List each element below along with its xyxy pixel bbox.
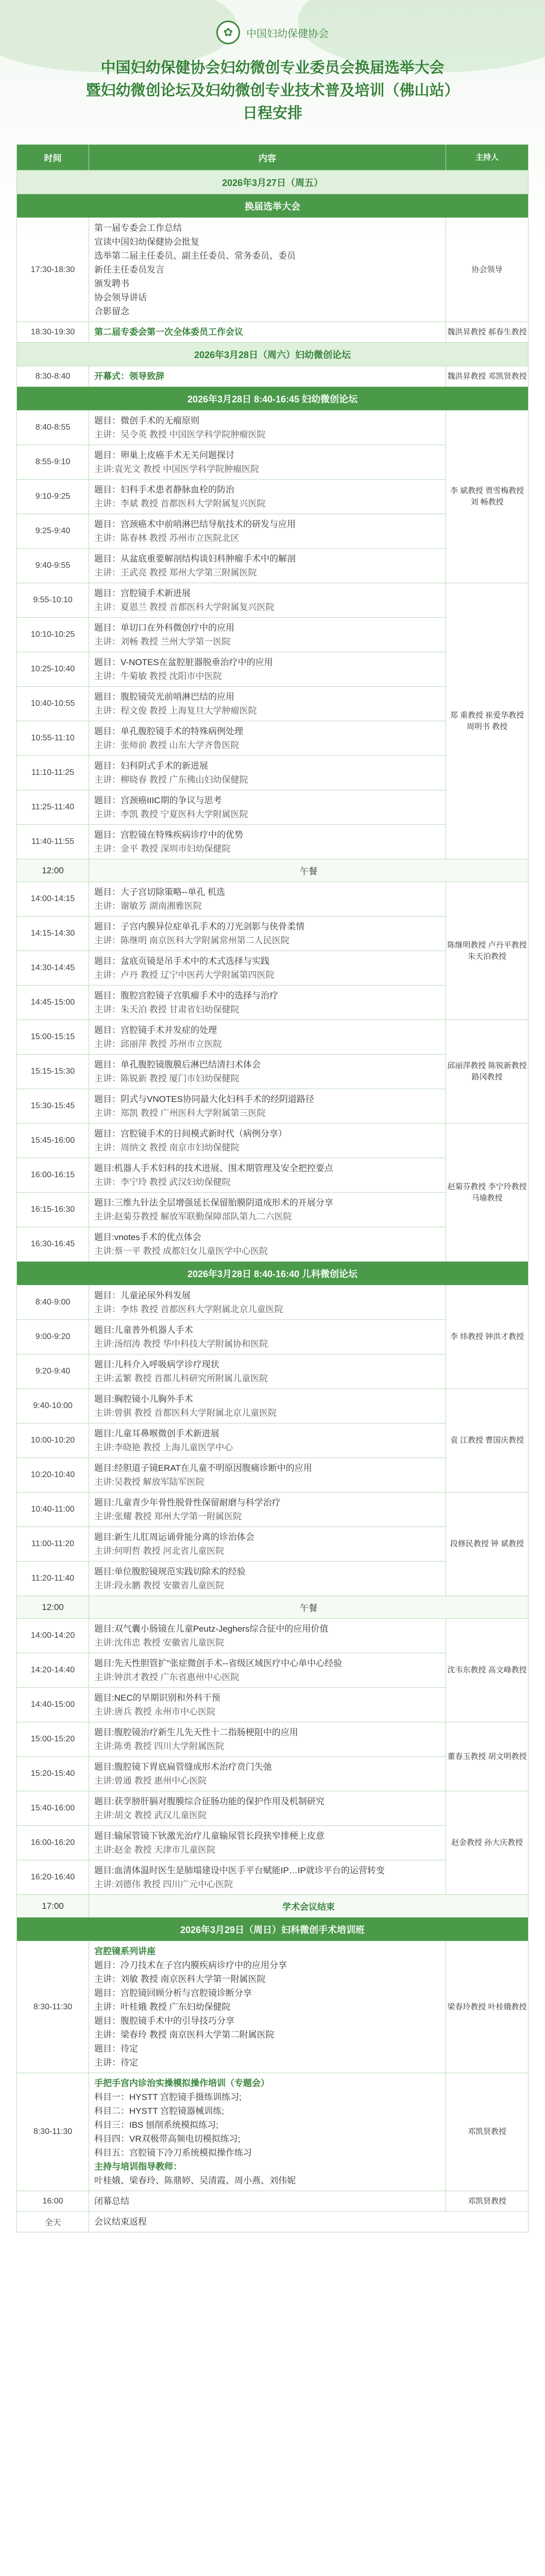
gyn-am-time: 8:40-8:55 [17,411,89,445]
gyn-pm-speaker: 主讲：周纳文 教授 南京市妇幼保健院 [94,1143,240,1153]
day1-line: 协会领导讲话 [94,293,147,302]
peds-am-topic: 题目:新生儿肛周运诵骨能分离的诊治体会 [94,1532,254,1542]
day1-time: 17:30-18:30 [17,218,89,322]
day1-content [89,322,446,343]
gyn-pm-row [17,1124,529,1158]
allday-label: 会议结束返程 [89,2212,529,2232]
peds-am-content [89,1562,446,1596]
column-header-time: 时间 [17,145,89,171]
training-line: 主讲：刘敏 教授 南京医科大学第一附属医院 [94,1974,266,1984]
peds-am-host: 李 炜教授 钟洪才教授 [446,1285,529,1389]
gyn-pm-speaker: 主讲：谢敏芳 湖南湘雅医院 [94,901,202,911]
gyn-am-topic: 题目：从盆底重要解剖结构谈妇科肿瘤手术中的解剖 [94,554,296,564]
end-label: 学术会议结束 [89,1895,529,1918]
day1-line: 宣读中国妇幼保健协会批复 [94,237,199,247]
title-line-2: 暨妇幼微创论坛及妇幼微创专业技术普及培训（佛山站） [86,82,459,99]
day2-band-label: 2026年3月28日 8:40-16:45 妇幼微创论坛 [17,387,529,411]
header [0,0,545,139]
peds-pm-topic: 题目:输尿管镜下钬激光治疗儿童输尿管长段狭窄排梗上皮意 [94,1831,325,1841]
gyn-am-speaker: 主讲：金平 教授 深圳市妇幼保健院 [94,844,231,854]
peds-pm-content [89,1826,446,1860]
peds-am-speaker: 主讲：李炜 教授 首都医科大学附属北京儿童医院 [94,1304,283,1314]
gyn-am-content [89,549,446,583]
peds-am-topic: 题目:儿童普外机器人手术 [94,1325,193,1335]
gyn-am-time: 11:25-11:40 [17,790,89,825]
peds-am-speaker: 主讲:张耀 教授 郑州大学第一附属医院 [94,1512,242,1521]
gyn-pm-speaker: 主讲：郑凯 教授 广州医科大学附属第三医院 [94,1108,266,1118]
peds-am-time: 10:40-11:00 [17,1493,89,1527]
gyn-pm-time: 16:15-16:30 [17,1193,89,1227]
gyn-pm-content [89,882,446,917]
peds-am-topic: 题目:胸腔镜小儿胸外手术 [94,1394,193,1404]
gyn-pm-topic: 题目：单孔腹腔镜腹膜后淋巴结清扫术体会 [94,1060,261,1070]
gyn-pm-time: 16:00-16:15 [17,1158,89,1193]
training-line: 科目四：VR双极带高频电切模拟练习; [94,2134,241,2144]
day1-host: 魏洪昇教授 郝春生教授 [446,322,529,343]
peds-am-time: 10:00-10:20 [17,1423,89,1458]
day2-date [17,343,529,366]
lunch-time: 12:00 [17,1596,89,1619]
peds-am-topic: 题目:经胆道子镜ERAT在儿童不明原因腹痛诊断中的应用 [94,1463,312,1473]
association-logo-icon: ✿ [216,21,240,44]
peds-am-speaker: 主讲:李晓艳 教授 上海儿童医学中心 [94,1443,233,1452]
gyn-am-time: 8:55-9:10 [17,445,89,480]
closing-host: 邓凯贤教授 [446,2191,529,2212]
day1-band [17,194,529,218]
day1-date-label: 2026年3月27日（周五） [17,171,529,194]
training-host: 邓凯贤教授 [446,2073,529,2191]
day1-date [17,171,529,194]
peds-pm-topic: 题目:腹腔镜下胃底扁管缝成形术治疗贲门失弛 [94,1762,272,1772]
peds-pm-time: 15:20-15:40 [17,1757,89,1791]
training-content [89,1941,446,2073]
training-line: 题目：待定 [94,2044,138,2054]
gyn-am-topic: 题目：腹腔镜荧光前哨淋巴结的应用 [94,692,234,702]
peds-am-time: 11:00-11:20 [17,1527,89,1562]
gyn-am-time: 11:40-11:55 [17,825,89,859]
gyn-am-speaker: 主讲：陈春林 教授 苏州市立医院北区 [94,533,240,543]
day1-time: 18:30-19:30 [17,322,89,343]
gyn-am-topic: 题目：宫颈癌术中前哨淋巴结导航技术的研发与应用 [94,519,296,529]
peds-pm-speaker: 主讲:沈伟忠 教授 安徽省儿童医院 [94,1638,225,1648]
lunch-label: 午餐 [89,1596,529,1619]
gyn-pm-host: 赵菊芬教授 李宁玲教授 马瑜教授 [446,1124,529,1262]
peds-am-row [17,1493,529,1527]
peds-pm-content [89,1688,446,1722]
closing-label: 闭幕总结 [94,2196,129,2206]
gyn-pm-topic: 题目：宫腔镜手术并发症的处理 [94,1025,217,1035]
day1-row [17,322,529,343]
gyn-am-time: 9:10-9:25 [17,480,89,514]
peds-am-time: 9:20-9:40 [17,1354,89,1389]
gyn-am-content [89,756,446,790]
peds-pm-speaker: 主讲:钟洪才教授 广东省惠州中心医院 [94,1672,240,1682]
gyn-pm-row [17,882,529,917]
gyn-am-topic: 题目：微创手术的无瘤原则 [94,416,199,426]
day3-band-label: 2026年3月29日（周日）妇科微创手术培训班 [17,1918,529,1941]
training-time: 8:30-11:30 [17,2073,89,2191]
gyn-pm-time: 14:30-14:45 [17,951,89,986]
column-header-content: 内容 [89,145,446,171]
opening-row [17,366,529,387]
peds-am-topic: 题目:单位腹腔镜规范实践切除术的经验 [94,1567,246,1577]
gyn-pm-content [89,1089,446,1124]
peds-am-content [89,1389,446,1423]
gyn-am-time: 10:55-11:10 [17,721,89,756]
gyn-pm-time: 16:30-16:45 [17,1227,89,1262]
peds-am-content [89,1423,446,1458]
gyn-am-content [89,618,446,652]
schedule-table [16,144,529,2232]
closing-row [17,2191,529,2212]
lunch-row [17,1596,529,1619]
training-line: 宫腔镜系列讲座 [94,1946,156,1956]
gyn-am-topic: 题目：卵巢上皮癌手术无关问题探讨 [94,450,234,460]
gyn-pm-speaker: 主讲：朱天泊 教授 甘肃省妇幼保健院 [94,1005,240,1014]
gyn-am-content [89,687,446,721]
gyn-pm-speaker: 主讲:赵菊芬教授 解放军联勤保障部队第九二六医院 [94,1212,292,1222]
day1-host: 协会领导 [446,218,529,322]
peds-am-host: 袁 江教授 曹国庆教授 [446,1389,529,1493]
closing-time: 16:00 [17,2191,89,2212]
day1-row [17,218,529,322]
gyn-pm-topic: 题目：阴式与VNOTES协同最大化妇科手术的经阴道路径 [94,1094,314,1104]
peds-pm-row [17,1619,529,1653]
peds-pm-time: 15:40-16:00 [17,1791,89,1826]
gyn-am-content [89,790,446,825]
training-line: 题目：冷刀技术在子宫内膜疾病诊疗中的应用分享 [94,1960,287,1970]
opening-time: 8:30-8:40 [17,366,89,387]
day1-line: 合影留念 [94,307,129,316]
gyn-pm-time: 15:30-15:45 [17,1089,89,1124]
day2-band [17,387,529,411]
peds-am-time: 9:00-9:20 [17,1320,89,1354]
peds-am-row [17,1285,529,1320]
gyn-am-time: 9:25-9:40 [17,514,89,549]
gyn-am-speaker: 主讲：牛菊敏 教授 沈阳市中医院 [94,671,222,681]
training-line: 科目五：宫腔镜下冷刀系统模拟操作练习 [94,2148,252,2158]
gyn-pm-content [89,1158,446,1193]
peds-pm-row [17,1791,529,1826]
lunch-label: 午餐 [89,859,529,882]
training-content [89,2073,446,2191]
peds-am-topic: 题目:儿童耳鼻喉微创手术新进展 [94,1429,219,1438]
peds-am-speaker: 主讲:何明哲 教授 河北省儿童医院 [94,1546,225,1556]
day1-content [89,218,446,322]
peds-pm-speaker: 主讲:陈勇 教授 四川大学附属医院 [94,1741,225,1751]
gyn-pm-topic: 题目：宫腔镜手术的日间模式新时代（病例分享） [94,1129,287,1139]
logo-text: 中国妇幼保健协会 [246,28,329,40]
peds-am-content [89,1285,446,1320]
gyn-pm-host: 邱丽萍教授 陈锐新教授 路冈教授 [446,1020,529,1124]
peds-pm-speaker: 主讲:唐兵 教授 永州市中心医院 [94,1707,216,1717]
gyn-am-speaker: 主讲：张师前 教授 山东大学齐鲁医院 [94,740,240,750]
peds-pm-speaker: 主讲:胡文 教授 武汉儿童医院 [94,1810,207,1820]
training-line: 手把手宫内诊治实操模拟操作培训（专题会） [94,2078,269,2088]
peds-pm-host: 赵金教授 孙大庆教授 [446,1791,529,1895]
opening-content [89,366,446,387]
gyn-am-speaker: 主讲:袁光文 教授 中国医学科学院肿瘤医院 [94,464,260,474]
gyn-pm-topic: 题目：腹腔宫腔镜子宫肌瘤手术中的选择与治疗 [94,991,278,1001]
gyn-am-topic: 题目：宫颈癌IIIC期的争议与思考 [94,795,222,805]
lunch-row [17,859,529,882]
gyn-am-topic: 题目：妇科手术患者静脉血栓的防治 [94,485,234,495]
peds-am-time: 11:20-11:40 [17,1562,89,1596]
gyn-pm-content [89,1020,446,1055]
gyn-pm-topic: 题目：大子宫切除策略--单孔 机选 [94,887,226,897]
training-line: 科目一：HYSTT 宫腔镜手摄练训练习; [94,2092,242,2102]
gyn-pm-speaker: 主讲:蔡一平 教授 成都妇女儿童医学中心医院 [94,1246,268,1256]
peds-pm-topic: 题目:腹腔镜治疗新生儿先天性十二指肠梗阻中的应用 [94,1727,298,1737]
training-line: 题目：腹腔镜手术中的引导技巧分享 [94,2016,234,2026]
gyn-pm-row [17,1020,529,1055]
gyn-pm-speaker: 主讲：邱丽萍 教授 苏州市立医院 [94,1039,222,1049]
peds-pm-time: 16:00-16:20 [17,1826,89,1860]
gyn-pm-topic: 题目：盆底页镜是吊手术中的术式选择与实践 [94,956,269,966]
gyn-pm-topic: 题目:机器人手术妇科的技术进展、围术期管理及安全把控要点 [94,1163,333,1173]
gyn-am-topic: 题目：宫腔镜手术新进展 [94,588,191,598]
training-line: 叶桂娥、梁春玲、陈鼎婷、吴清霞、周小燕、刘伟妮 [94,2176,296,2185]
opening-text: 开幕式：领导致辞 [94,371,164,381]
day2-date-label: 2026年3月28日（周六）妇幼微创论坛 [17,343,529,366]
peds-pm-speaker: 主讲:刘德伟 教授 四川广元中心医院 [94,1879,233,1889]
gyn-am-time: 11:10-11:25 [17,756,89,790]
training-time: 8:30-11:30 [17,1941,89,2073]
gyn-pm-time: 14:15-14:30 [17,917,89,951]
gyn-am-time: 10:40-10:55 [17,687,89,721]
training-line: 主讲：梁春玲 教授 南京医科大学第二附属医院 [94,2030,275,2040]
peds-am-content [89,1527,446,1562]
gyn-pm-content [89,986,446,1020]
gyn-am-content [89,445,446,480]
day1-line: 颁发聘书 [94,279,129,289]
gyn-am-topic: 题目：妇科阴式手术的新进展 [94,761,208,771]
gyn-am-speaker: 主讲：王武亮 教授 郑州大学第三附属医院 [94,568,257,578]
training-line: 科目二：HYSTT 宫腔镜器械训练; [94,2106,224,2116]
gyn-pm-time: 14:45-15:00 [17,986,89,1020]
peds-am-speaker: 主讲:汤绍涛 教授 华中科技大学附属协和医院 [94,1339,268,1349]
peds-pm-host: 沈韦东教授 高文峰教授 [446,1619,529,1722]
gyn-pm-speaker: 主讲：李宁玲 教授 武汉妇幼保健院 [94,1177,231,1187]
gyn-am-speaker: 主讲：程文俊 教授 上海复旦大学肿瘤医院 [94,706,257,716]
allday-row [17,2212,529,2232]
peds-pm-topic: 题目:先天性胆管扩"张症微创手术--省级区域医疗中心单中心经验 [94,1658,343,1668]
opening-host: 魏洪昇教授 邓凯贤教授 [446,366,529,387]
gyn-pm-content [89,1227,446,1262]
peds-am-content [89,1458,446,1493]
gyn-pm-content [89,1124,446,1158]
gyn-pm-speaker: 主讲：陈锐新 教授 厦门市妇幼保健院 [94,1074,240,1083]
peds-pm-speaker: 主讲:赵金 教授 天津市儿童医院 [94,1845,216,1855]
gyn-am-host: 郑 重教授 崔爱华教授 周明书 教授 [446,583,529,859]
peds-pm-time: 15:00-15:20 [17,1722,89,1757]
gyn-am-content [89,411,446,445]
schedule-table-wrap [16,144,529,2232]
gyn-am-content [89,583,446,618]
day3-band [17,1918,529,1941]
peds-pm-speaker: 主讲:曾通 教授 惠州中心医院 [94,1776,207,1786]
gyn-am-speaker: 主讲：柳晓春 教授 广东佛山妇幼保健院 [94,775,248,785]
peds-pm-content [89,1791,446,1826]
day1-band-label: 换届选举大会 [17,194,529,218]
gyn-am-content [89,825,446,859]
gyn-pm-topic: 题目:三维九针法全层增强延长保留胎膜阴道成形术的开展分享 [94,1198,333,1208]
gyn-am-content [89,652,446,687]
column-header-host: 主持人 [446,145,529,171]
peds-pm-time: 16:20-16:40 [17,1860,89,1895]
gyn-pm-time: 15:45-16:00 [17,1124,89,1158]
gyn-am-time: 9:55-10:10 [17,583,89,618]
end-time: 17:00 [17,1895,89,1918]
gyn-pm-speaker: 主讲：陈继明 南京医科大学附属常州第二人民医院 [94,936,289,945]
gyn-pm-content [89,1055,446,1089]
training-line: 主讲：待定 [94,2058,138,2067]
training-row [17,1941,529,2073]
peds-am-topic: 题目:儿童青少年骨性脱骨性保留耐磨与科学治疗 [94,1498,281,1507]
gyn-pm-time: 15:00-15:15 [17,1020,89,1055]
gyn-am-time: 10:25-10:40 [17,652,89,687]
gyn-am-time: 9:40-9:55 [17,549,89,583]
peds-am-time: 8:40-9:00 [17,1285,89,1320]
peds-am-topic: 题目:儿科介入呼吸病学诊疗现状 [94,1360,219,1369]
peds-am-topic: 题目：儿童泌尿外科发展 [94,1291,191,1300]
end-row [17,1895,529,1918]
peds-am-host: 段修民教授 钟 斌教授 [446,1493,529,1596]
gyn-pm-host: 陈继明教授 卢丹平教授 朱天泊教授 [446,882,529,1020]
allday-time: 全天 [17,2212,89,2232]
table-header-row [17,145,529,171]
gyn-am-content [89,480,446,514]
day1-line: 第一届专委会工作总结 [94,223,182,233]
peds-pm-time: 14:40-15:00 [17,1688,89,1722]
gyn-am-topic: 题目：单孔腹腔镜手术的特殊病例处理 [94,726,243,736]
peds-pm-content [89,1653,446,1688]
gyn-pm-topic: 题目:vnotes手术的优点体会 [94,1232,201,1242]
gyn-am-topic: 题目：单切口在外科微创疗中的应用 [94,623,234,633]
peds-am-speaker: 主讲:吴教授 解放军陆军医院 [94,1477,205,1487]
gyn-am-content [89,514,446,549]
training-line: 题目：宫腔镜回顾分析与宫腔镜诊断分享 [94,1988,252,1998]
gyn-am-topic: 题目：V-NOTES在盆腔脏器脱垂治疗中的应用 [94,657,273,667]
peds-pm-topic: 题目:双气囊小肠镜在儿童Peutz-Jeghers综合征中的应用价值 [94,1624,329,1634]
gyn-pm-topic: 题目：子宫内膜异位症单孔手术的刀光剑影与侠骨柔情 [94,922,304,931]
day1-line: 第二届专委会第一次全体委员工作会议 [94,327,243,337]
gyn-am-speaker: 主讲：夏恩兰 教授 首都医科大学附属复兴医院 [94,602,275,612]
gyn-am-speaker: 主讲：李斌 教授 首都医科大学附属复兴医院 [94,499,266,509]
peds-pm-topic: 题目:NEC的早期识别和外科干预 [94,1693,220,1703]
peds-pm-host: 董春玉教授 胡文明教授 [446,1722,529,1791]
peds-am-row [17,1389,529,1423]
training-line: 主讲：叶桂娥 教授 广东妇幼保健院 [94,2002,231,2012]
gyn-am-time: 10:10-10:25 [17,618,89,652]
gyn-pm-content [89,1193,446,1227]
peds-am-speaker: 主讲:曾骐 教授 首都医科大学附属北京儿童医院 [94,1408,277,1418]
peds-pm-topic: 题目:血清体温时医生是肺塌建设中医手平台赋能IP…IP就诊平台的运营转变 [94,1866,385,1875]
gyn-pm-time: 14:00-14:15 [17,882,89,917]
closing-content [89,2191,446,2212]
gyn-am-content [89,721,446,756]
peds-am-content [89,1354,446,1389]
peds-pm-topic: 题目:获孪膀肝膈对腹膜综合征肠功能的保护作用及机制研究 [94,1797,325,1806]
training-host: 梁春玲教授 叶桂娥教授 [446,1941,529,2073]
peds-am-content [89,1320,446,1354]
peds-pm-content [89,1722,446,1757]
gyn-am-topic: 题目：宫腔镜在特殊疾病诊疗中的优势 [94,830,243,840]
peds-am-speaker: 主讲:段永鹏 教授 安徽省儿童医院 [94,1581,225,1590]
title-line-3: 日程安排 [242,105,302,122]
gyn-pm-content [89,951,446,986]
peds-pm-time: 14:20-14:40 [17,1653,89,1688]
page-title [0,57,545,125]
gyn-am-speaker: 主讲：吴令英 教授 中国医学科学院肿瘤医院 [94,430,266,439]
day1-line: 选举第二届主任委员、副主任委员、常务委员、委员 [94,251,296,261]
peds-am-speaker: 主讲:孟繁 教授 首都儿科研究所附属儿童医院 [94,1374,268,1383]
gyn-am-speaker: 主讲：李凯 教授 宁夏医科大学附属医院 [94,809,248,819]
peds-pm-content [89,1619,446,1653]
training-line: 主持与培训指导教师： [94,2162,182,2172]
gyn-am-row [17,583,529,618]
day1-line: 新任主任委员发言 [94,265,164,275]
peds-band [17,1262,529,1285]
peds-pm-content [89,1860,446,1895]
peds-pm-time: 14:00-14:20 [17,1619,89,1653]
peds-pm-row [17,1722,529,1757]
gyn-pm-content [89,917,446,951]
training-line: 科目三：IBS 刨削系统模拟练习; [94,2120,218,2130]
gyn-pm-time: 15:15-15:30 [17,1055,89,1089]
training-row [17,2073,529,2191]
gyn-am-host: 李 斌教授 贾雪梅教授 刘 畅教授 [446,411,529,583]
gyn-pm-speaker: 主讲：卢丹 教授 辽宁中医药大学附属第四医院 [94,970,275,980]
gyn-am-row [17,411,529,445]
schedule-body [17,171,529,2232]
title-line-1: 中国妇幼保健协会妇幼微创专业委员会换届选举大会 [100,60,445,76]
peds-band-label: 2026年3月28日 8:40-16:40 儿科微创论坛 [17,1262,529,1285]
lunch-time: 12:00 [17,859,89,882]
peds-am-time: 9:40-10:00 [17,1389,89,1423]
peds-am-content [89,1493,446,1527]
gyn-am-speaker: 主讲：刘畅 教授 兰州大学第一医院 [94,637,231,647]
logo-row [0,21,545,44]
peds-am-time: 10:20-10:40 [17,1458,89,1493]
peds-pm-content [89,1757,446,1791]
